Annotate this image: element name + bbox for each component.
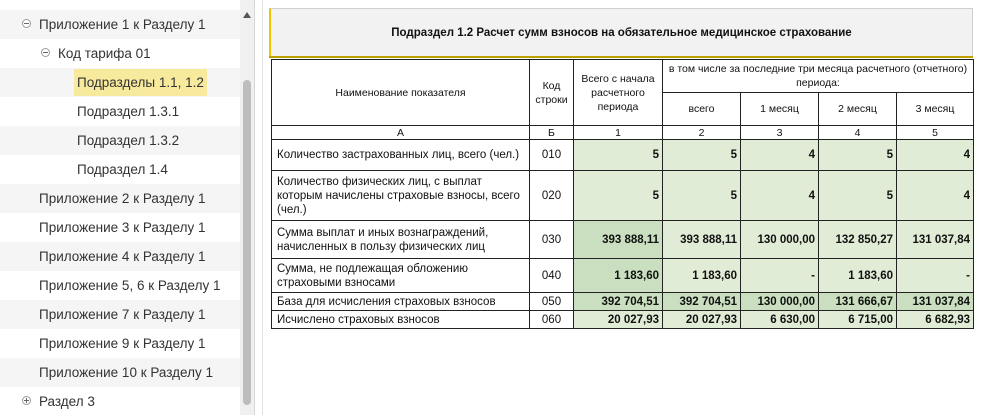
table-row (272, 221, 974, 259)
value-cell[interactable]: 4 (897, 171, 974, 221)
collapse-icon[interactable] (22, 19, 31, 28)
value-cell[interactable]: 1 183,60 (819, 259, 897, 293)
tree-item-label: Приложение 7 к Разделу 1 (39, 307, 206, 322)
tree-item[interactable] (0, 358, 240, 387)
indicator-name: База для исчисления страховых взносов (272, 293, 530, 311)
scroll-up-arrow-icon[interactable] (243, 12, 251, 18)
line-code: 060 (530, 311, 574, 329)
report-panel (262, 0, 985, 415)
value-cell[interactable]: 131 666,67 (819, 293, 897, 311)
value-cell[interactable]: 131 037,84 (897, 293, 974, 311)
table-row (272, 171, 974, 221)
tree-item[interactable] (0, 126, 240, 155)
tree-item[interactable] (0, 300, 240, 329)
value-cell[interactable]: 6 715,00 (819, 311, 897, 329)
section-tree-panel (0, 0, 255, 415)
value-cell[interactable]: 1 183,60 (663, 259, 741, 293)
tree-item[interactable] (0, 329, 240, 358)
value-cell[interactable]: 5 (574, 171, 663, 221)
tree-item[interactable] (0, 97, 240, 126)
collapse-icon[interactable] (41, 48, 50, 57)
value-cell[interactable]: 20 027,93 (574, 311, 663, 329)
tree-item-label: Подраздел 1.4 (77, 162, 168, 177)
header-last-three-months: в том числе за последние три месяца расчетного (отчетного) периода: (663, 60, 974, 93)
header-name: Наименование показателя (272, 60, 530, 126)
value-cell[interactable]: - (741, 259, 819, 293)
value-cell[interactable]: 5 (574, 140, 663, 171)
title-divider (269, 56, 973, 58)
tree-scrollbar[interactable] (240, 0, 254, 415)
line-code: 020 (530, 171, 574, 221)
column-index: А (272, 126, 530, 140)
tree-item-label: Подразделы 1.1, 1.2 (74, 69, 207, 96)
tree-item-label: Приложение 5, 6 к Разделу 1 (39, 278, 221, 293)
header-code: Код строки (530, 60, 574, 126)
table-row (272, 140, 974, 171)
value-cell[interactable]: 4 (741, 171, 819, 221)
report-table (271, 59, 974, 329)
tree-item-label: Приложение 3 к Разделу 1 (39, 220, 206, 235)
line-code: 050 (530, 293, 574, 311)
scrollbar-thumb[interactable] (243, 80, 251, 405)
expand-icon[interactable] (22, 396, 31, 405)
line-code: 010 (530, 140, 574, 171)
value-cell[interactable]: 5 (663, 171, 741, 221)
tree-item-label: Раздел 3 (39, 394, 95, 409)
indicator-name: Исчислено страховых взносов (272, 311, 530, 329)
value-cell[interactable]: 5 (819, 140, 897, 171)
header-total: Всего с начала расчетного периода (574, 60, 663, 126)
indicator-name: Количество физических лиц, с выплат которым начислены страховые взносы, всего (чел.) (272, 171, 530, 221)
tree-item[interactable] (0, 242, 240, 271)
tree-item-label: Приложение 2 к Разделу 1 (39, 191, 206, 206)
tree-item-label: Код тарифа 01 (58, 46, 151, 61)
indicator-name: Количество застрахованных лиц, всего (чел.) (272, 140, 530, 171)
line-code: 040 (530, 259, 574, 293)
tree-item[interactable] (0, 10, 240, 39)
table-row (272, 259, 974, 293)
value-cell[interactable]: 130 000,00 (741, 221, 819, 259)
indicator-name: Сумма выплат и иных вознаграждений, начисленных в пользу физических лиц (272, 221, 530, 259)
value-cell[interactable]: 1 183,60 (574, 259, 663, 293)
table-row (272, 293, 974, 311)
tree-item[interactable] (0, 213, 240, 242)
tree-item-label: Подраздел 1.3.1 (77, 104, 180, 119)
tree-item[interactable] (0, 387, 240, 415)
section-tree (0, 10, 240, 415)
value-cell[interactable]: 392 704,51 (663, 293, 741, 311)
header-all: всего (663, 93, 741, 126)
column-index: 1 (574, 126, 663, 140)
value-cell[interactable]: 130 000,00 (741, 293, 819, 311)
column-index: 3 (741, 126, 819, 140)
tree-item-label: Приложение 1 к Разделу 1 (39, 17, 206, 32)
value-cell[interactable]: 4 (741, 140, 819, 171)
table-row (272, 311, 974, 329)
tree-item[interactable] (0, 68, 240, 97)
value-cell[interactable]: 131 037,84 (897, 221, 974, 259)
value-cell[interactable]: 4 (897, 140, 974, 171)
column-index: 5 (897, 126, 974, 140)
tree-item-label: Приложение 10 к Разделу 1 (39, 365, 213, 380)
value-cell[interactable]: 393 888,11 (663, 221, 741, 259)
header-month-2: 2 месяц (819, 93, 897, 126)
line-code: 030 (530, 221, 574, 259)
value-cell[interactable]: 5 (663, 140, 741, 171)
value-cell[interactable]: 6 682,93 (897, 311, 974, 329)
value-cell[interactable]: 393 888,11 (574, 221, 663, 259)
value-cell[interactable]: 6 630,00 (741, 311, 819, 329)
header-month-1: 1 месяц (741, 93, 819, 126)
tree-item[interactable] (0, 271, 240, 300)
value-cell[interactable]: 132 850,27 (819, 221, 897, 259)
tree-item[interactable] (0, 155, 240, 184)
tree-item[interactable] (0, 39, 240, 68)
value-cell[interactable]: 392 704,51 (574, 293, 663, 311)
column-index-row (272, 126, 974, 140)
indicator-name: Сумма, не подлежащая обложению страховыми взносами (272, 259, 530, 293)
header-month-3: 3 месяц (897, 93, 974, 126)
report-title: Подраздел 1.2 Расчет сумм взносов на обязательное медицинское страхование (269, 8, 973, 58)
value-cell[interactable]: 5 (819, 171, 897, 221)
value-cell[interactable]: - (897, 259, 974, 293)
column-index: 4 (819, 126, 897, 140)
tree-item[interactable] (0, 184, 240, 213)
value-cell[interactable]: 20 027,93 (663, 311, 741, 329)
tree-item-label: Подраздел 1.3.2 (77, 133, 180, 148)
column-index: 2 (663, 126, 741, 140)
tree-item-label: Приложение 9 к Разделу 1 (39, 336, 206, 351)
column-index: Б (530, 126, 574, 140)
tree-item-label: Приложение 4 к Разделу 1 (39, 249, 206, 264)
